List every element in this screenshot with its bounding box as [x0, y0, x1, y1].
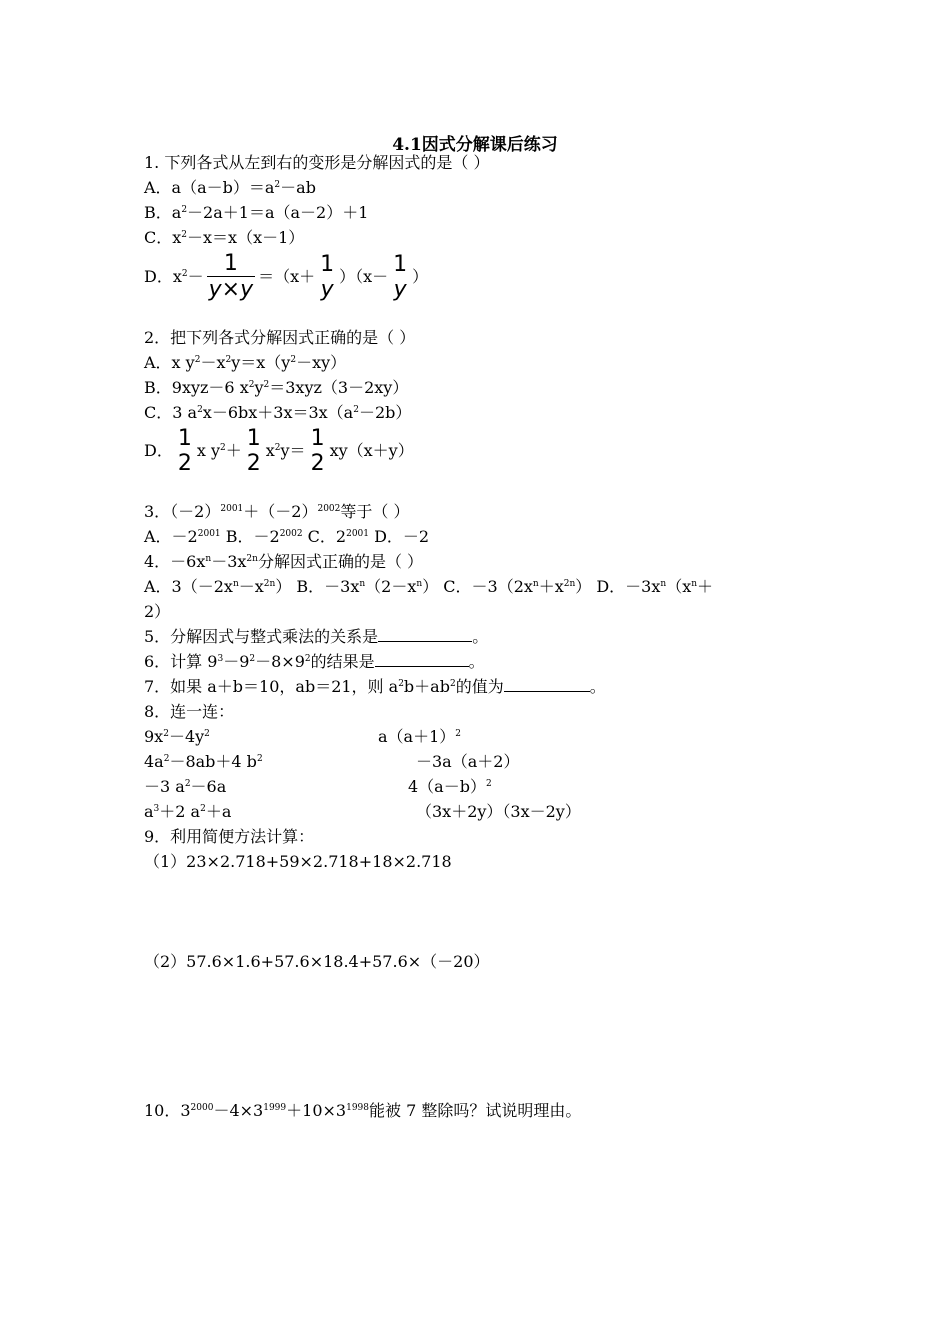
fraction: 1 2	[177, 425, 192, 476]
q8-left-4: $a^3+2$ $a^2+a$	[144, 802, 232, 821]
q8-left-3: －3 $a^2-6a$	[144, 777, 227, 796]
q8-right-2: －3a（a＋2）	[416, 752, 520, 771]
q9-part-2: （2）57.6×1.6+57.6×18.4+57.6×（－20）	[144, 952, 490, 971]
q1-option-a: A．$a(a-b)=a^2-ab$	[144, 178, 316, 197]
answer-blank[interactable]	[378, 627, 472, 642]
q9-part-1: （1）23×2.718+59×2.718+18×2.718	[144, 852, 452, 871]
q1-option-c: C．$x^2-x=x(x-1)$	[144, 228, 305, 247]
q1-option-d: D．$x^2-$ $\frac{1}{y\times y}$ ＝（x＋ 1 y ）（x－ 1 y ）	[144, 251, 429, 302]
fraction: $\frac{1}{y\times y}$	[208, 251, 254, 302]
fraction: 1 2	[310, 425, 325, 476]
answer-blank[interactable]	[375, 652, 469, 667]
q7: 7．如果 a＋b＝10，ab＝21，则 $a^2b+ab^2$的值为 。	[144, 677, 606, 696]
q8-stem: 8．连一连：	[144, 702, 235, 721]
q1-stem: 1. 下列各式从左到右的变形是分解因式的是（ ）	[144, 153, 490, 172]
q2-option-b: B．9xyz－6 $x^2y^2=3xyz(3-2xy)$	[144, 378, 409, 397]
q8-left-2: $4a^2-8ab+4$ $b^2$	[144, 752, 263, 771]
q3-stem: 3．$(-2)^{2001}+(-2)^{2002}$等于（ ）	[144, 502, 410, 521]
q1-option-b: B．$a^2-2a+1=a(a-2)+1$	[144, 203, 369, 222]
q4-stem: 4．$-6x^n-3x^{2n}$分解因式正确的是（ ）	[144, 552, 424, 571]
q9-stem: 9．利用简便方法计算：	[144, 827, 315, 846]
q8-right-4: （3x＋2y）（3x－2y）	[416, 802, 581, 821]
fraction: 1 2	[246, 425, 261, 476]
q4-options: A．$3(-2x^n-x^{2n})$ B．$-3x^n(2-x^n)$ C．$-3(2x^n+x^{2n})$ D．$-3x^n(x^n+$	[144, 577, 714, 596]
q5: 5．分解因式与整式乘法的关系是 。	[144, 627, 489, 646]
answer-blank[interactable]	[504, 677, 590, 692]
q3-options: A．$-2^{2001}$ B．$-2^{2002}$ C．$2^{2001}$ D．－2	[144, 527, 430, 546]
q4-options-wrap: 2）	[144, 602, 171, 621]
q8-left-1: $9x^2-4y^2$	[144, 727, 210, 746]
q2-option-c: C．3 $a^2x-6bx+3x=3x(a^2-2b)$	[144, 403, 412, 422]
q8-right-1: $a(a+1)^2$	[378, 727, 461, 746]
q6: 6．计算 $9^3-9^2-8\times 9^2$的结果是 。	[144, 652, 485, 671]
q2-option-d: D． 1 2 x $y^2+$ 1 2 $x^2y=$ 1 2 xy（x＋y）	[144, 425, 414, 476]
fraction: 1 y	[320, 251, 335, 302]
q8-right-3: $4(a-b)^2$	[408, 777, 492, 796]
q2-option-a: A．x $y^2-x^2y=x(y^2-xy)$	[144, 353, 347, 372]
q2-stem: 2．把下列各式分解因式正确的是（ ）	[144, 328, 416, 347]
fraction: 1 y	[393, 251, 408, 302]
q10: 10．$3^{2000}-4\times 3^{1999}+10\times 3^{1998}$能被 7 整除吗？试说明理由。	[144, 1101, 582, 1120]
page-title: 4.1因式分解课后练习	[392, 135, 558, 155]
